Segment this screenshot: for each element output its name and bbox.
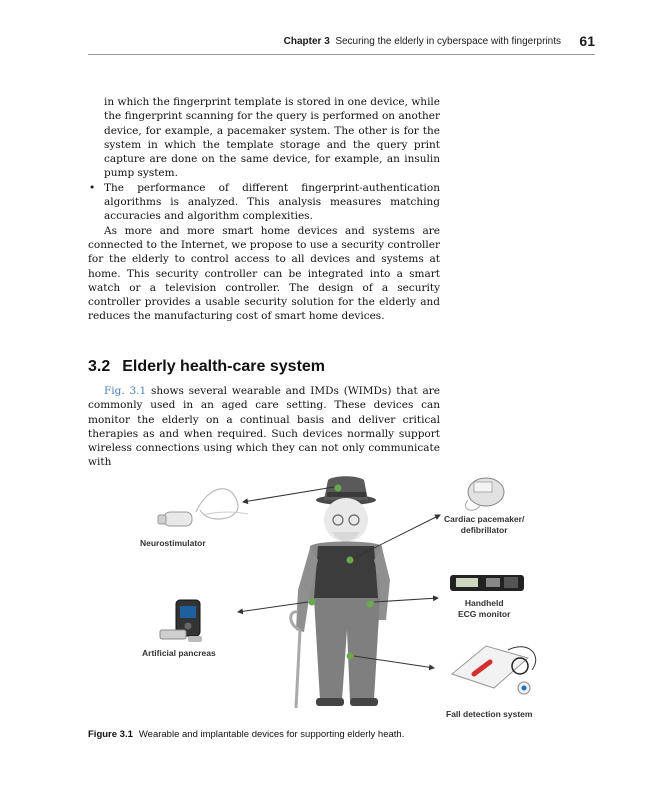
figure-caption-text: Wearable and implantable devices for supporting elderly heath. xyxy=(138,729,405,740)
neurostimulator-image xyxy=(158,489,248,526)
elderly-man-illustration xyxy=(291,476,390,708)
chapter-label: Chapter 3 xyxy=(283,36,330,47)
section-number: 3.2 xyxy=(88,358,111,375)
ecg-label-line1: Handheld xyxy=(464,598,504,608)
section-heading xyxy=(88,358,325,376)
ecg-monitor-label xyxy=(458,598,510,620)
figure-reference-link[interactable]: Fig. 3.1 xyxy=(104,385,147,397)
running-header-title xyxy=(284,36,561,47)
artificial-pancreas-label: Artificial pancreas xyxy=(142,648,216,658)
ecg-monitor-image xyxy=(450,575,524,591)
section-paragraph-text: shows several wearable and IMDs (WIMDs) that are commonly used in an aged care setting. These devices can monitor the elderly on a continual basis and deliver critical therapies as and when required. Such devices normally support wireless connections using which they can not only communicate with xyxy=(88,385,440,469)
running-header xyxy=(88,34,595,55)
cardiac-label-line1: Cardiac pacemaker/ xyxy=(444,514,525,524)
cardiac-label-line2: defibrillator xyxy=(460,525,508,535)
cardiac-pacemaker-label xyxy=(444,514,524,536)
bullet-item: • The performance of different fingerprint-authentication algorithms is analyzed. This analysis measures matching accuracies and algorithm complexities. xyxy=(88,181,440,224)
figure-3-1 xyxy=(88,470,568,725)
page-number: 61 xyxy=(579,33,595,49)
figure-caption-label: Figure 3.1 xyxy=(88,729,133,740)
body-paragraph: As more and more smart home devices and systems are connected to the Internet, we propose to use a security controller for the elderly to control access to all devices and systems at home. This security controller can be integrated into a smart watch or a television controller. The design of a security controller provides a usable security solution for the elderly and reduces the manufacturing cost of smart home devices. xyxy=(88,224,440,323)
neurostimulator-label: Neurostimulator xyxy=(140,538,206,548)
ecg-label-line2: ECG monitor xyxy=(458,609,511,619)
chapter-title: Securing the elderly in cyberspace with fingerprints xyxy=(335,36,561,47)
fall-detection-label: Fall detection system xyxy=(446,709,533,719)
section-paragraph xyxy=(88,384,440,470)
section-body xyxy=(88,384,440,470)
continued-text xyxy=(88,95,440,324)
continued-paragraph: in which the fingerprint template is stored in one device, while the fingerprint scanning for the query is performed on another device, for example, a pacemaker system. The other is for the system in which the template storage and the query print capture are done on the same device, for example, an insulin pump system. xyxy=(104,96,440,180)
cardiac-pacemaker-image xyxy=(465,478,504,510)
section-title: Elderly health-care system xyxy=(122,358,326,375)
figure-caption xyxy=(88,729,404,740)
artificial-pancreas-image xyxy=(160,600,202,642)
fall-detection-image xyxy=(452,646,536,694)
